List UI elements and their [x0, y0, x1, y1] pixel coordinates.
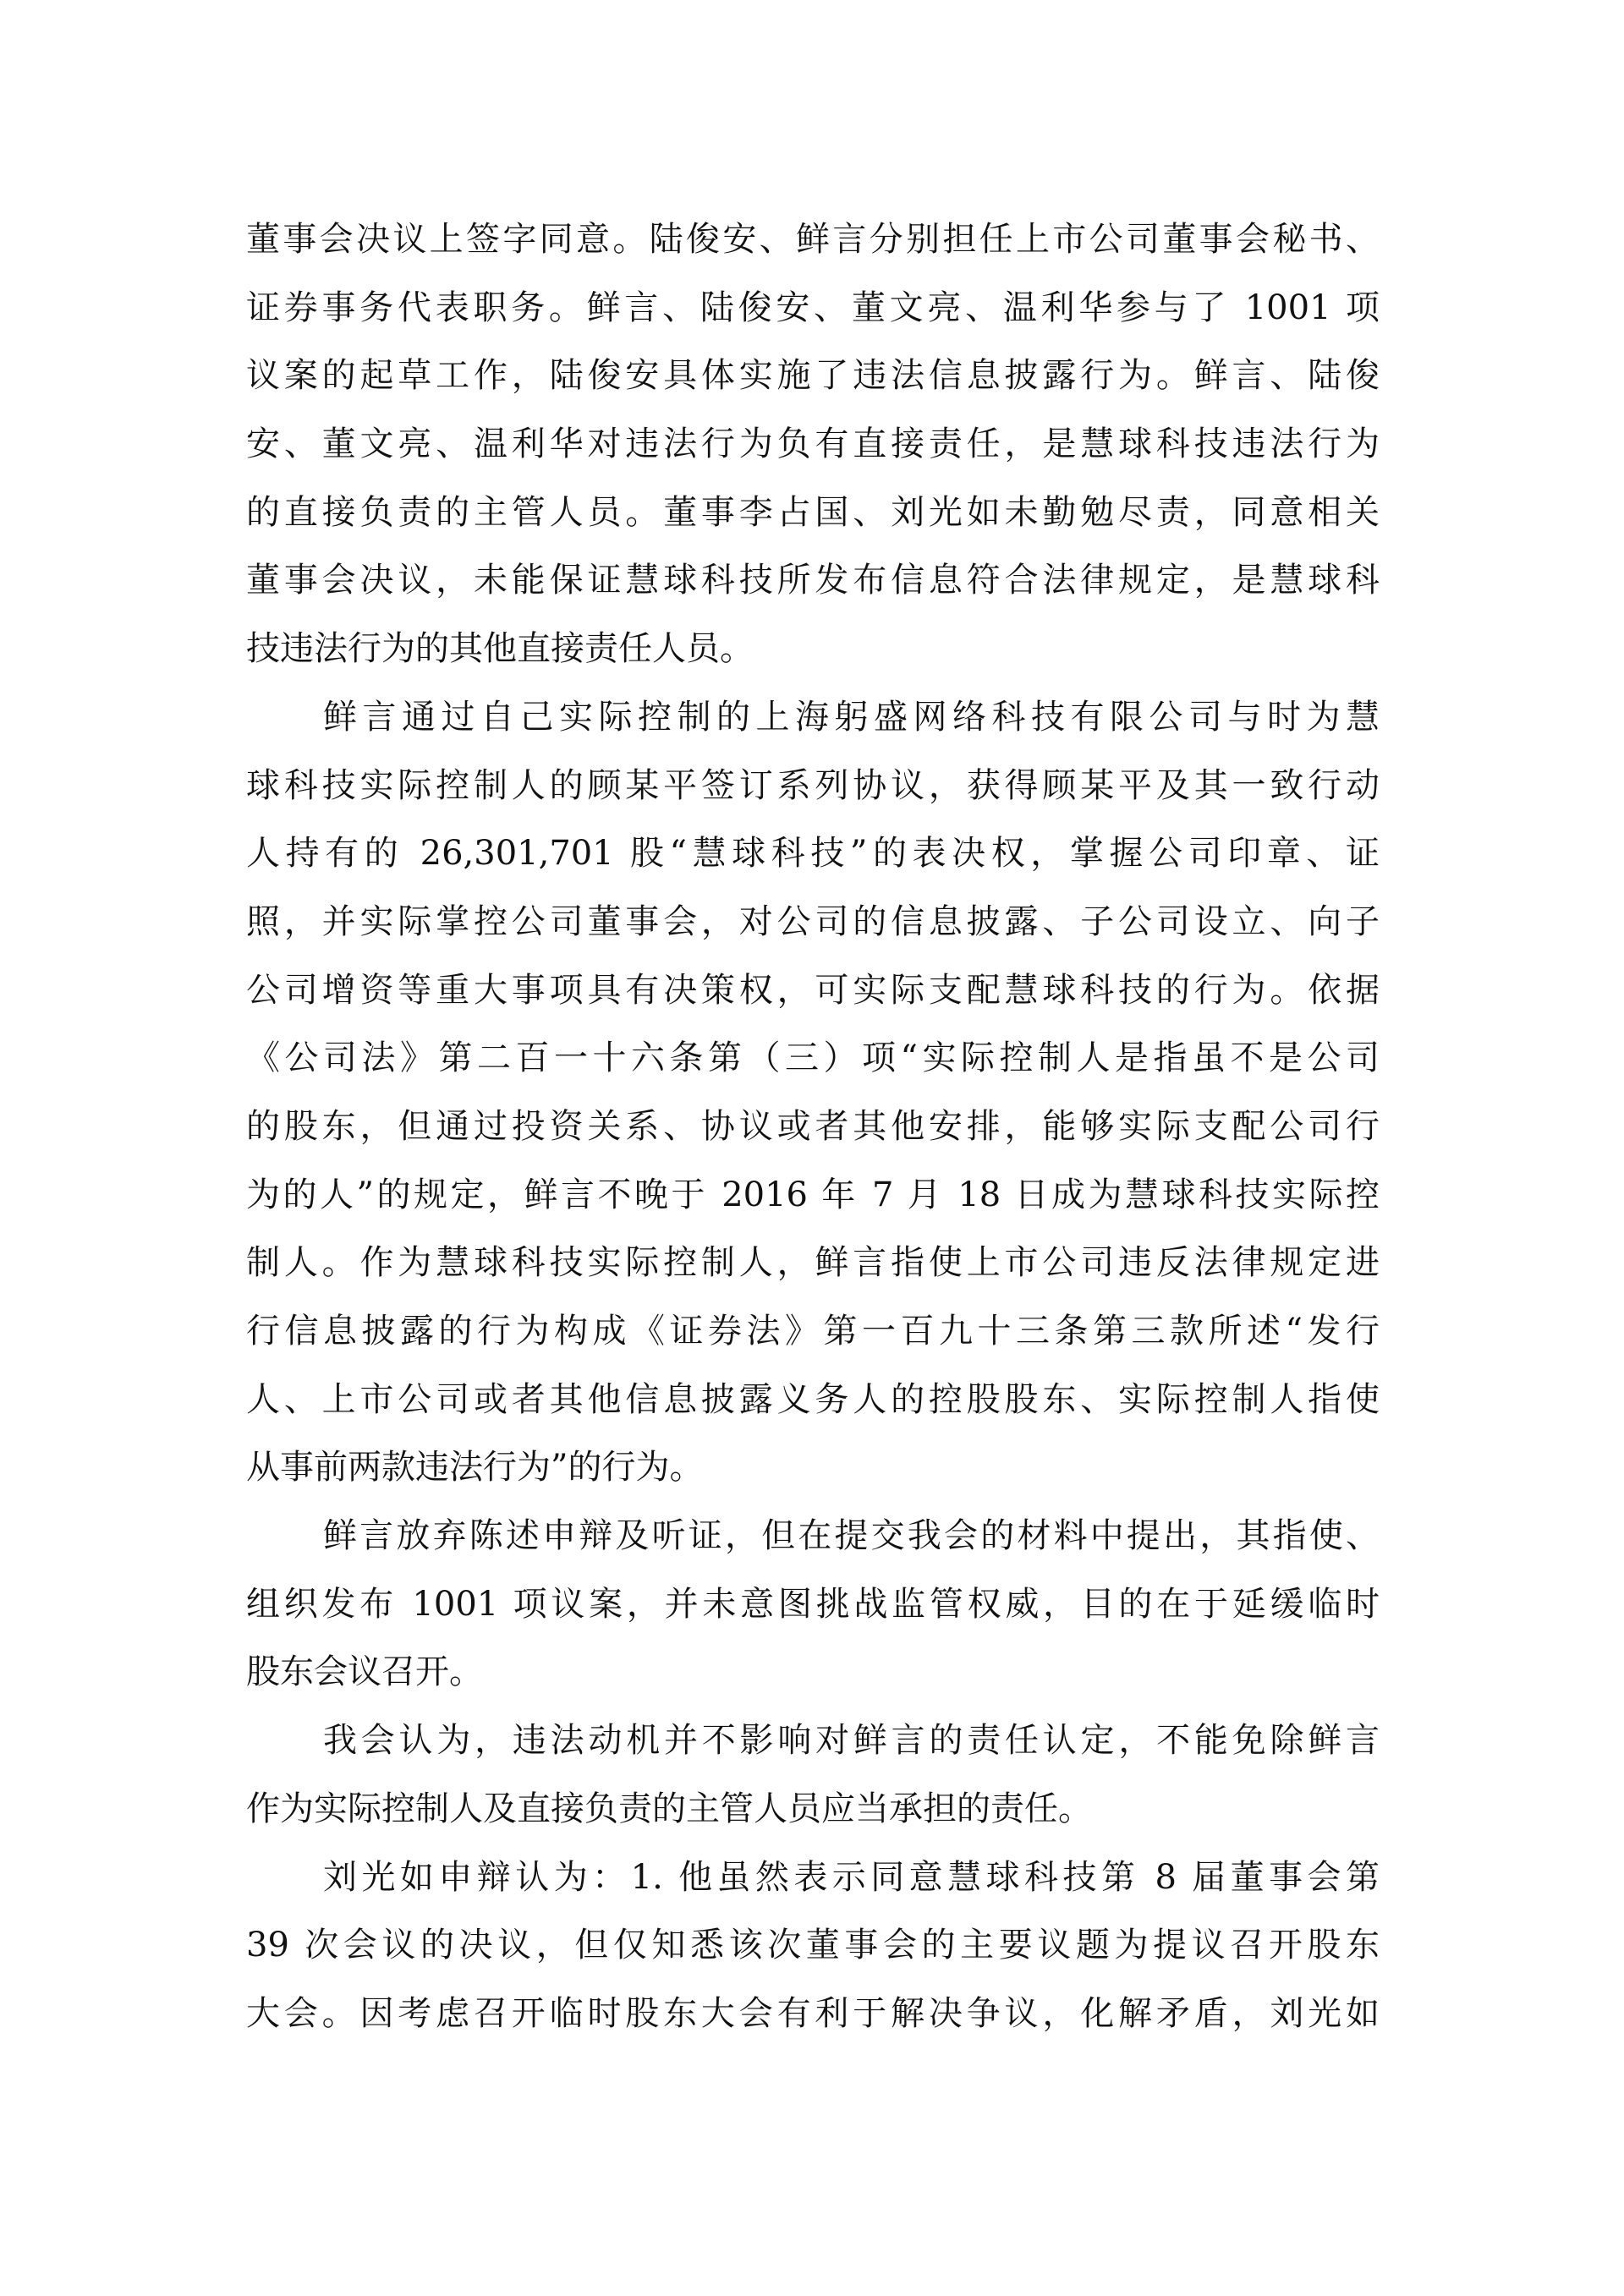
text-line: 刘光如申辩认为：1. 他虽然表示同意慧球科技第 8 届董事会第 [323, 1857, 1380, 1897]
text-line: 技违法行为的其他直接责任人员。 [246, 629, 754, 669]
text-line: 大会。因考虑召开临时股东大会有利于解决争议，化解矛盾，刘光如 [246, 1993, 1380, 2033]
paragraph [246, 1707, 1380, 1843]
paragraph [246, 205, 1380, 683]
paragraph [246, 683, 1380, 1502]
text-line: 鲜言通过自己实际控制的上海躬盛网络科技有限公司与时为慧 [323, 697, 1380, 737]
text-line: 人、上市公司或者其他信息披露义务人的控股股东、实际控制人指使 [246, 1379, 1380, 1419]
text-line: 为的人”的规定，鲜言不晚于 2016 年 7 月 18 日成为慧球科技实际控 [246, 1175, 1380, 1214]
text-line: 球科技实际控制人的顾某平签订系列协议，获得顾某平及其一致行动 [246, 765, 1380, 805]
text-line: 组织发布 1001 项议案，并未意图挑战监管权威，目的在于延缓临时 [246, 1584, 1380, 1624]
text-line: 的股东，但通过投资关系、协议或者其他安排，能够实际支配公司行 [246, 1106, 1380, 1146]
text-line: 安、董文亮、温利华对违法行为负有直接责任，是慧球科技违法行为 [246, 425, 1380, 464]
text-line: 人持有的 26,301,701 股“慧球科技”的表决权，掌握公司印章、证 [246, 834, 1380, 874]
text-line: 《公司法》第二百一十六条第（三）项“实际控制人是指虽不是公司 [246, 1038, 1380, 1078]
document-body [246, 205, 1380, 2048]
text-line: 从事前两款违法行为”的行为。 [246, 1448, 704, 1488]
text-line: 的直接负责的主管人员。董事李占国、刘光如未勤勉尽责，同意相关 [246, 492, 1380, 532]
paragraph [246, 1844, 1380, 2048]
paragraph [246, 1502, 1380, 1707]
text-line: 我会认为，违法动机并不影响对鲜言的责任认定，不能免除鲜言 [323, 1721, 1380, 1761]
text-line: 股东会议召开。 [246, 1652, 483, 1692]
text-line: 行信息披露的行为构成《证券法》第一百九十三条第三款所述“发行 [246, 1312, 1380, 1351]
text-line: 39 次会议的决议，但仅知悉该次董事会的主要议题为提议召开股东 [246, 1926, 1380, 1965]
text-line: 证券事务代表职务。鲜言、陆俊安、董文亮、温利华参与了 1001 项 [246, 288, 1380, 327]
text-line: 公司增资等重大事项具有决策权，可实际支配慧球科技的行为。依据 [246, 970, 1380, 1010]
text-line: 董事会决议上签字同意。陆俊安、鲜言分别担任上市公司董事会秘书、 [246, 220, 1380, 259]
text-line: 照，并实际掌控公司董事会，对公司的信息披露、子公司设立、向子 [246, 901, 1380, 941]
text-line: 作为实际控制人及直接负责的主管人员应当承担的责任。 [246, 1789, 1092, 1828]
text-line: 制人。作为慧球科技实际控制人，鲜言指使上市公司违反法律规定进 [246, 1243, 1380, 1283]
text-line: 董事会决议，未能保证慧球科技所发布信息符合法律规定，是慧球科 [246, 561, 1380, 600]
text-line: 鲜言放弃陈述申辩及听证，但在提交我会的材料中提出，其指使、 [323, 1516, 1380, 1556]
text-line: 议案的起草工作，陆俊安具体实施了违法信息披露行为。鲜言、陆俊 [246, 356, 1380, 396]
